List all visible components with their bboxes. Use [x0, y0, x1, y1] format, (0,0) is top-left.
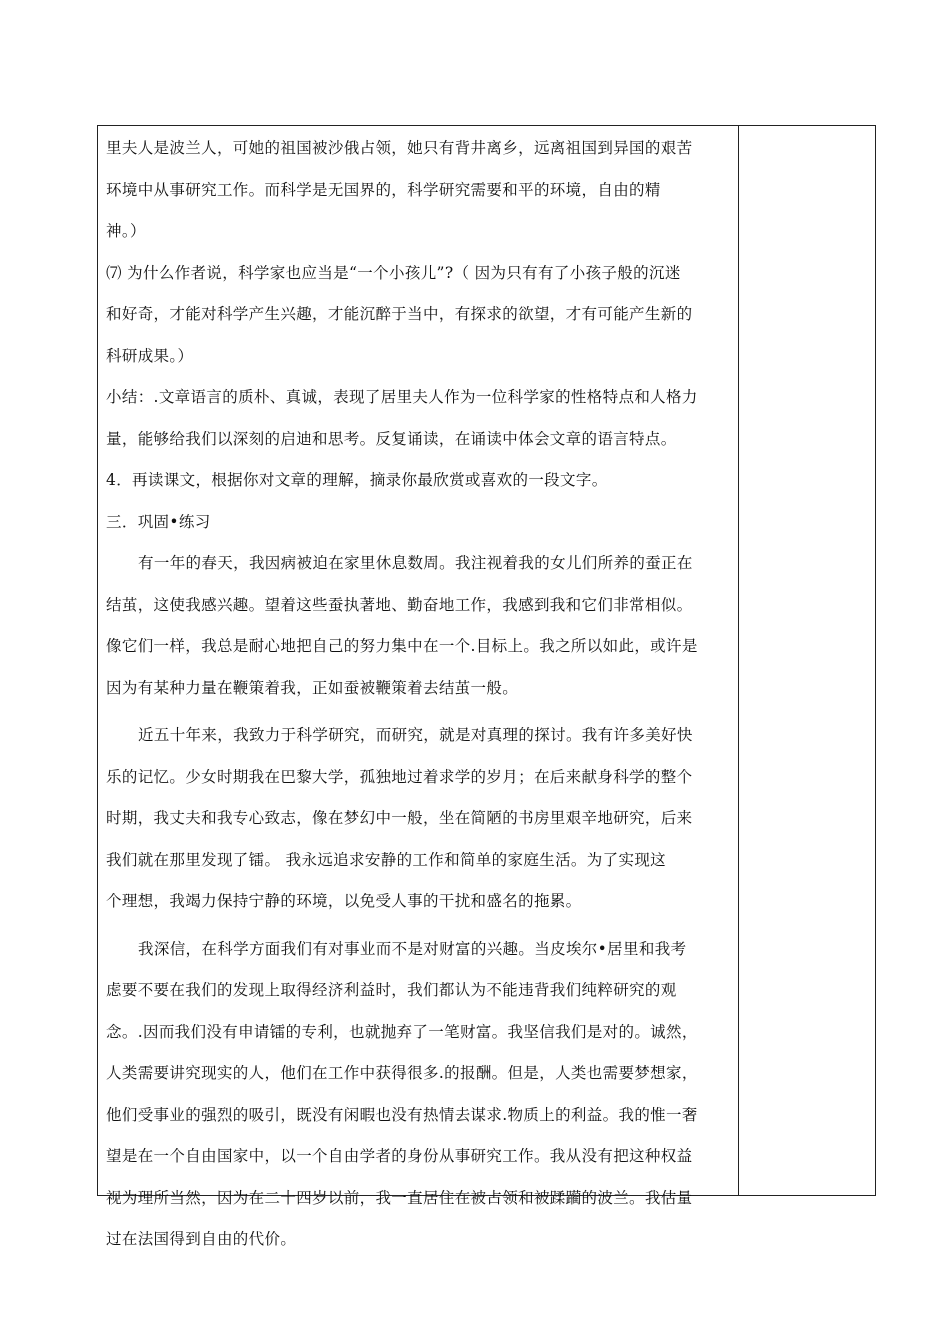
- passage-line: 我深信，在科学方面我们有对事业而不是对财富的兴趣。当皮埃尔•居里和我考: [138, 939, 687, 958]
- passage-line: 因为有某种力量在鞭策着我，正如蚕被鞭策着去结茧一般。: [106, 678, 519, 697]
- passage-line: 望是在一个自由国家中，以一个自由学者的身份从事研究工作。我从没有把这种权益: [106, 1147, 693, 1165]
- passage-line: 有一年的春天，我因病被迫在家里休息数周。我注视着我的女儿们所养的蚕正在: [138, 554, 693, 572]
- text-line: 和好奇，才能对科学产生兴趣，才能沉醉于当中，有探求的欲望，才有可能产生新的: [106, 305, 693, 323]
- passage-line: 过在法国得到自由的代价。: [106, 1230, 297, 1248]
- main-cell: [98, 126, 738, 1248]
- question-7-line: ⑺ 为什么作者说，科学家也应当是“一个小孩儿”?（ 因为只有有了小孩子般的沉迷: [106, 263, 681, 282]
- passage-line: 近五十年来，我致力于科学研究，而研究，就是对真理的探讨。我有许多美好快: [138, 726, 693, 744]
- text-line: 量，能够给我们以深刻的启迪和思考。反复诵读，在诵读中体会文章的语言特点。: [106, 429, 677, 448]
- passage-line: 念。.因而我们没有申请镭的专利，也就抛弃了一笔财富。我坚信我们是对的。诚然，: [106, 1022, 698, 1041]
- task-4-line: 4．再读课文，根据你对文章的理解，摘录你最欣赏或喜欢的一段文字。: [106, 471, 608, 489]
- passage-line: 他们受事业的强烈的吸引，既没有闲暇也没有热情去谋求.物质上的利益。我的惟一奢: [106, 1105, 698, 1124]
- passage-line: 时期，我丈夫和我专心致志，像在梦幻中一般，坐在简陋的书房里艰辛地研究，后来: [106, 809, 693, 827]
- text-line: 里夫人是波兰人，可她的祖国被沙俄占领，她只有背井离乡，远离祖国到异国的艰苦: [106, 139, 693, 157]
- passage-line: 视为理所当然，因为在二十四岁以前，我一直居住在被占领和被蹂躏的波兰。我估量: [106, 1188, 693, 1207]
- text-line: 科研成果。）: [106, 346, 194, 365]
- section-heading: 三．巩固•练习: [106, 512, 211, 531]
- passage-line: 人类需要讲究现实的人，他们在工作中获得很多.的报酬。但是，人类也需要梦想家，: [106, 1064, 698, 1082]
- notes-cell: [739, 126, 875, 1195]
- passage-line: 结茧，这使我感兴趣。望着这些蚕执著地、勤奋地工作，我感到我和它们非常相似。: [106, 595, 693, 614]
- passage-line: 虑要不要在我们的发现上取得经济利益时，我们都认为不能违背我们纯粹研究的观: [106, 981, 677, 999]
- text-line: 环境中从事研究工作。而科学是无国界的，科学研究需要和平的环境，自由的精: [106, 180, 661, 199]
- passage-line: 像它们一样，我总是耐心地把自己的努力集中在一个.目标上。我之所以如此，或许是: [106, 637, 698, 655]
- passage-line: 我们就在那里发现了镭。 我永远追求安静的工作和简单的家庭生活。为了实现这: [106, 850, 667, 869]
- content-table: [97, 125, 876, 1248]
- text-line: 神。）: [106, 222, 146, 240]
- summary-line: 小结：.文章语言的质朴、真诚，表现了居里夫人作为一位科学家的性格特点和人格力: [106, 388, 698, 406]
- passage-line: 乐的记忆。少女时期我在巴黎大学，孤独地过着求学的岁月；在后来献身科学的整个: [106, 767, 693, 786]
- passage-line: 个理想，我竭力保持宁静的环境，以免受人事的干扰和盛名的拖累。: [106, 892, 582, 910]
